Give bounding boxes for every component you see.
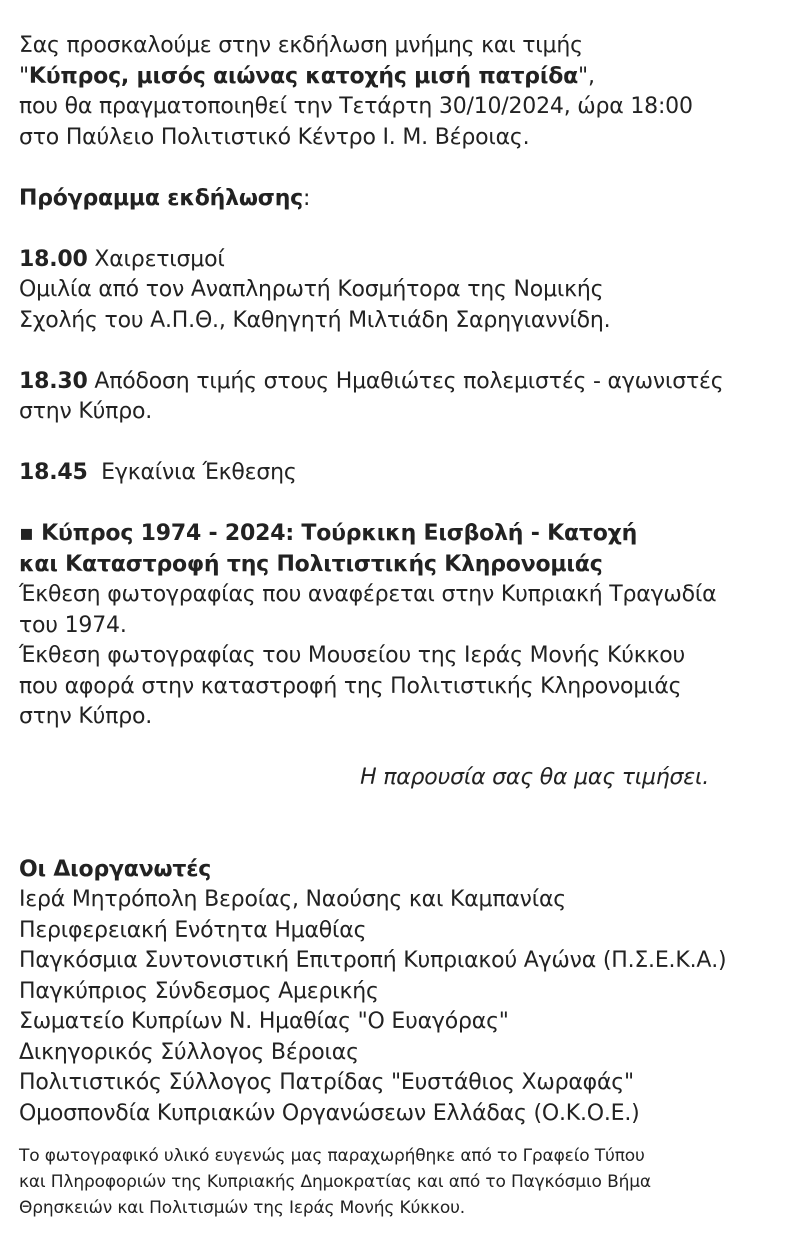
program-time: 18.45: [19, 460, 88, 485]
program-time: 18.00: [19, 246, 88, 272]
organizer-item: Σωματείο Κυπρίων Ν. Ημαθίας "Ο Ευαγόρας": [19, 1009, 509, 1034]
program-title: Χαιρετισμοί: [87, 246, 225, 272]
event-date-line: που θα πραγματοποιηθεί την Τετάρτη 30/10/2024, ώρα 18:00: [19, 94, 693, 119]
invitation-document: [19, 31, 794, 1221]
program-item-1800: [19, 245, 794, 276]
program-item-1830: [19, 367, 794, 398]
organizer-item: Ομοσπονδία Κυπριακών Οργανώσεων Ελλάδας (Ο.Κ.Ο.Ε.): [19, 1100, 640, 1126]
program-detail-line: Σχολής του Α.Π.Θ., Καθηγητή Μιλτιάδη Σαρηγιαννίδη.: [19, 307, 611, 333]
quote-close: ",: [578, 63, 595, 89]
exhibition-title-line-2: και Καταστροφή της Πολιτιστικής Κληρονομιάς: [19, 551, 603, 577]
organizer-item: Περιφερειακή Ενότητα Ημαθίας: [19, 917, 367, 943]
program-time: 18.30: [19, 368, 88, 394]
organizer-item: Ιερά Μητρόπολη Βεροίας, Ναούσης και Καμπανίας: [19, 887, 567, 912]
footnote-line: και Πληροφοριών της Κυπριακής Δημοκρατίας και από το Παγκόσμιο Βήμα: [19, 1172, 651, 1192]
organizers-heading: Οι Διοργανωτές: [19, 856, 212, 882]
invitation-line-1: Σας προσκαλούμε στην εκδήλωση μνήμης και τιμής: [19, 33, 583, 58]
program-detail-line: Ομιλία από τον Αναπληρωτή Κοσμήτορα της Νομικής: [19, 277, 604, 302]
exhibition-detail-line: του 1974.: [19, 612, 127, 638]
organizer-item: Παγκύπριος Σύνδεσμος Αμερικής: [19, 978, 379, 1004]
footnote-line: Το φωτογραφικό υλικό ευγενώς μας παραχωρήθηκε από το Γραφείο Τύπου: [19, 1146, 645, 1166]
exhibition-detail-line: Έκθεση φωτογραφίας του Μουσείου της Ιεράς Μονής Κύκκου: [19, 643, 686, 668]
program-detail-line: στην Κύπρο.: [19, 399, 153, 424]
quote-open: ": [19, 63, 29, 89]
program-title: Απόδοση τιμής στους Ημαθιώτες πολεμιστές - αγωνιστές: [87, 368, 724, 394]
exhibition-title-line-1: ▪ Κύπρος 1974 - 2024: Τούρκικη Εισβολή - Κατοχή: [19, 521, 638, 546]
exhibition-detail-line: στην Κύπρο.: [19, 704, 153, 729]
organizer-item: Παγκόσμια Συντονιστική Επιτροπή Κυπριακού Αγώνα (Π.Σ.Ε.Κ.Α.): [19, 948, 727, 973]
footnote-line: Θρησκειών και Πολιτισμών της Ιεράς Μονής Κύκκου.: [19, 1198, 466, 1218]
bullet-icon: ▪: [19, 521, 34, 546]
program-item-1845: [19, 458, 794, 489]
exhibition-detail-line: Έκθεση φωτογραφίας που αναφέρεται στην Κυπριακή Τραγωδία: [19, 582, 717, 607]
organizer-item: Δικηγορικός Σύλλογος Βέροιας: [19, 1039, 359, 1065]
event-title-line: [19, 62, 794, 93]
organizer-item: Πολιτιστικός Σύλλογος Πατρίδας "Ευστάθιος Χωραφάς": [19, 1070, 634, 1095]
closing-line: Η παρουσία σας θα μας τιμήσει.: [360, 765, 709, 790]
program-heading: Πρόγραμμα εκδήλωσης:: [19, 185, 311, 211]
event-venue-line: στο Παύλειο Πολιτιστικό Κέντρο Ι. Μ. Βέροιας.: [19, 124, 530, 150]
event-title: Κύπρος, μισός αιώνας κατοχής μισή πατρίδα: [28, 63, 579, 89]
exhibition-detail-line: που αφορά στην καταστροφή της Πολιτιστικής Κληρονομιάς: [19, 673, 682, 699]
program-title: Εγκαίνια Έκθεσης: [87, 460, 297, 485]
